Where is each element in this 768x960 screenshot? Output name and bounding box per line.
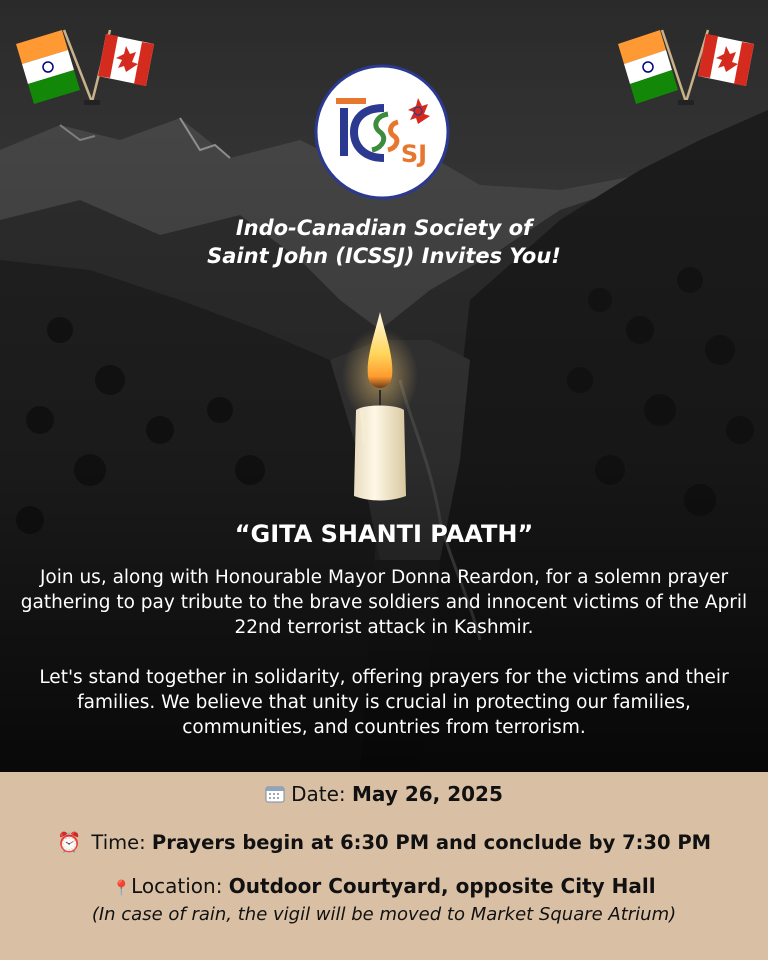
event-date xyxy=(0,782,768,806)
calendar-icon xyxy=(265,785,285,803)
event-location xyxy=(0,874,768,898)
canada-flag-icon xyxy=(686,30,754,102)
location-label: Location: xyxy=(131,874,229,898)
icssj-logo xyxy=(314,64,450,200)
india-flag-icon xyxy=(618,30,686,104)
time-value: Prayers begin at 6:30 PM and conclude by 7:30 PM xyxy=(151,831,712,854)
candle-icon xyxy=(340,306,420,506)
rain-note: (In case of rain, the vigil will be moved to Market Square Atrium) xyxy=(91,904,677,925)
flags-left xyxy=(14,24,164,134)
svg-text:SJ: SJ xyxy=(400,140,428,168)
india-flag-icon xyxy=(16,30,92,104)
event-description: Join us, along with Honourable Mayor Donna Reardon, for a solemn prayer gathering to pay tribute to the brave soldiers and innocent victims of the April 22nd terrorist attack in Kashmir. xyxy=(20,567,748,638)
canada-flag-icon xyxy=(92,30,154,102)
event-time xyxy=(0,831,768,854)
pin-icon: 📍 xyxy=(112,879,132,897)
society-headline-line1: Indo-Canadian Society of xyxy=(235,216,533,240)
location-value: Outdoor Courtyard, opposite City Hall xyxy=(228,874,656,898)
date-label: Date: xyxy=(291,782,353,806)
flags-right xyxy=(616,24,766,134)
date-value: May 26, 2025 xyxy=(352,782,503,806)
alarm-clock-icon: ⏰ xyxy=(56,831,82,854)
solidarity-message: Let's stand together in solidarity, offering prayers for the victims and their families. We believe that unity is crucial in protecting our families, communities, and countries from terrorism. xyxy=(39,667,729,738)
time-label: Time: xyxy=(85,831,152,854)
event-title: “GITA SHANTI PAATH” xyxy=(234,520,534,548)
society-headline-line2: Saint John (ICSSJ) Invites You! xyxy=(207,244,561,268)
